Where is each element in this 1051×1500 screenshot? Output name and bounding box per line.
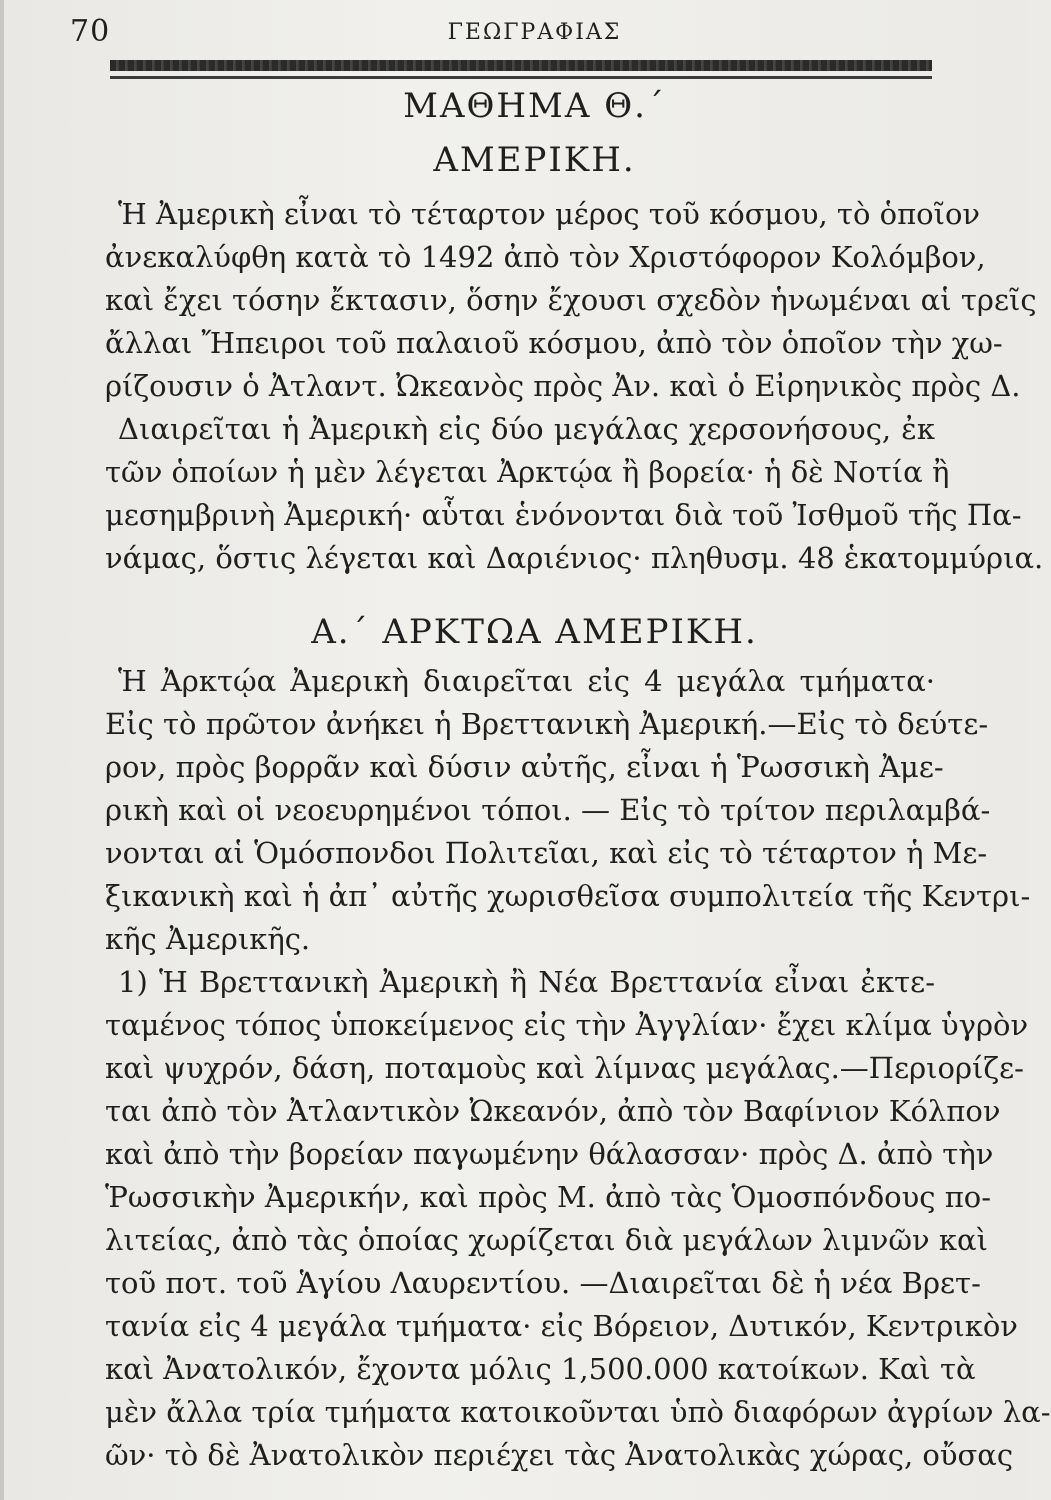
text-line: ται ἀπὸ τὸν Ἀτλαντικὸν Ὠκεανόν, ἀπὸ τὸν Βαφίνιον Κόλπον [105, 1094, 1001, 1128]
text-line: μεσημβρινὴ Ἀμερική· αὗται ἑνόνονται διὰ τοῦ Ἰσθμοῦ τῆς Πα- [105, 498, 1022, 532]
lesson-title: ΜΑΘΗΜΑ Θ.΄ [403, 86, 666, 126]
text-line: ρικὴ καὶ οἱ νεοευρημένοι τόποι. — Εἰς τὸ τρίτον περιλαμβά- [105, 793, 991, 827]
text-line: ῶν· τὸ δὲ Ἀνατολικὸν περιέχει τὰς Ἀνατολικὰς χώρας, οὔσας [105, 1438, 1014, 1472]
chapter-title: ΑΜΕΡΙΚΗ. [433, 140, 636, 180]
header-rule-thin [110, 76, 932, 79]
text-line: τανία εἰς 4 μεγάλα τμήματα· εἰς Βόρειον, Δυτικόν, Κεντρικὸν [105, 1309, 1018, 1343]
text-line: ξικανικὴ καὶ ἡ ἀπ᾽ αὐτῆς χωρισθεῖσα συμπολιτεία τῆς Κεντρι- [105, 879, 1031, 913]
header-rule-thick [110, 60, 932, 71]
text-line: Διαιρεῖται ἡ Ἀμερικὴ εἰς δύο μεγάλας χερσονήσους, ἐκ [118, 412, 935, 446]
scan-edge [0, 0, 4, 1500]
text-line: κῆς Ἀμερικῆς. [105, 922, 311, 956]
running-head: ΓΕΩΓΡΑΦΙΑΣ [447, 20, 622, 45]
text-line: νάμας, ὅστις λέγεται καὶ Δαριένιος· πληθυσμ. 48 ἑκατομμύρια. [105, 541, 1044, 575]
text-line: Ῥωσσικὴν Ἀμερικήν, καὶ πρὸς Μ. ἀπὸ τὰς Ὁμοσπόνδους πο- [105, 1180, 992, 1214]
text-line: καὶ Ἀνατολικόν, ἔχοντα μόλις 1,500.000 κατοίκων. Καὶ τὰ [105, 1352, 976, 1386]
text-line: καὶ ψυχρόν, δάση, ποταμοὺς καὶ λίμνας μεγάλας.—Περιορίζε- [105, 1051, 1024, 1085]
text-line: Ἡ Ἀρκτῴα Ἀμερικὴ διαιρεῖται εἰς 4 μεγάλα τμήματα· [118, 664, 935, 698]
section-title: Α.΄ ΑΡΚΤΩΑ ΑΜΕΡΙΚΗ. [311, 612, 758, 652]
text-line: καὶ ἀπὸ τὴν βορείαν παγωμένην θάλασσαν· πρὸς Δ. ἀπὸ τὴν [105, 1137, 994, 1171]
text-line: ταμένος τόπος ὑποκείμενος εἰς τὴν Ἀγγλίαν· ἔχει κλίμα ὑγρὸν [105, 1008, 1029, 1042]
text-line: Ἡ Ἀμερικὴ εἶναι τὸ τέταρτον μέρος τοῦ κόσμου, τὸ ὁποῖον [118, 197, 981, 231]
text-line: ἄλλαι Ἤπειροι τοῦ παλαιοῦ κόσμου, ἀπὸ τὸν ὁποῖον τὴν χω- [105, 326, 1003, 360]
text-line: καὶ ἔχει τόσην ἔκτασιν, ὅσην ἔχουσι σχεδὸν ἡνωμέναι αἱ τρεῖς [105, 283, 1037, 317]
text-line: λιτείας, ἀπὸ τὰς ὁποίας χωρίζεται διὰ μεγάλων λιμνῶν καὶ [105, 1223, 988, 1257]
text-line: ρίζουσιν ὁ Ἀτλαντ. Ὠκεανὸς πρὸς Ἀν. καὶ ὁ Εἰρηνικὸς πρὸς Δ. [105, 369, 1021, 403]
page-number: 70 [70, 14, 111, 49]
text-line: μὲν ἄλλα τρία τμήματα κατοικοῦνται ὑπὸ διαφόρων ἀγρίων λα- [105, 1395, 1051, 1429]
text-line: τοῦ ποτ. τοῦ Ἁγίου Λαυρεντίου. —Διαιρεῖται δὲ ἡ νέα Βρετ- [105, 1266, 981, 1300]
text-line: ἀνεκαλύφθη κατὰ τὸ 1492 ἀπὸ τὸν Χριστόφορον Κολόμβον, [105, 240, 986, 274]
text-line: Εἰς τὸ πρῶτον ἀνήκει ἡ Βρεττανικὴ Ἀμερική.—Εἰς τὸ δεύτε- [105, 707, 989, 741]
text-line: τῶν ὁποίων ἡ μὲν λέγεται Ἀρκτῴα ἢ βορεία· ἡ δὲ Νοτία ἢ [105, 455, 950, 489]
text-line: ρον, πρὸς βορρᾶν καὶ δύσιν αὐτῆς, εἶναι ἡ Ῥωσσικὴ Ἀμε- [105, 750, 944, 784]
text-line: 1) Ἡ Βρεττανικὴ Ἀμερικὴ ἢ Νέα Βρεττανία εἶναι ἐκτε- [118, 965, 935, 999]
text-line: νονται αἱ Ὁμόσπονδοι Πολιτεῖαι, καὶ εἰς τὸ τέταρτον ἡ Με- [105, 836, 988, 870]
